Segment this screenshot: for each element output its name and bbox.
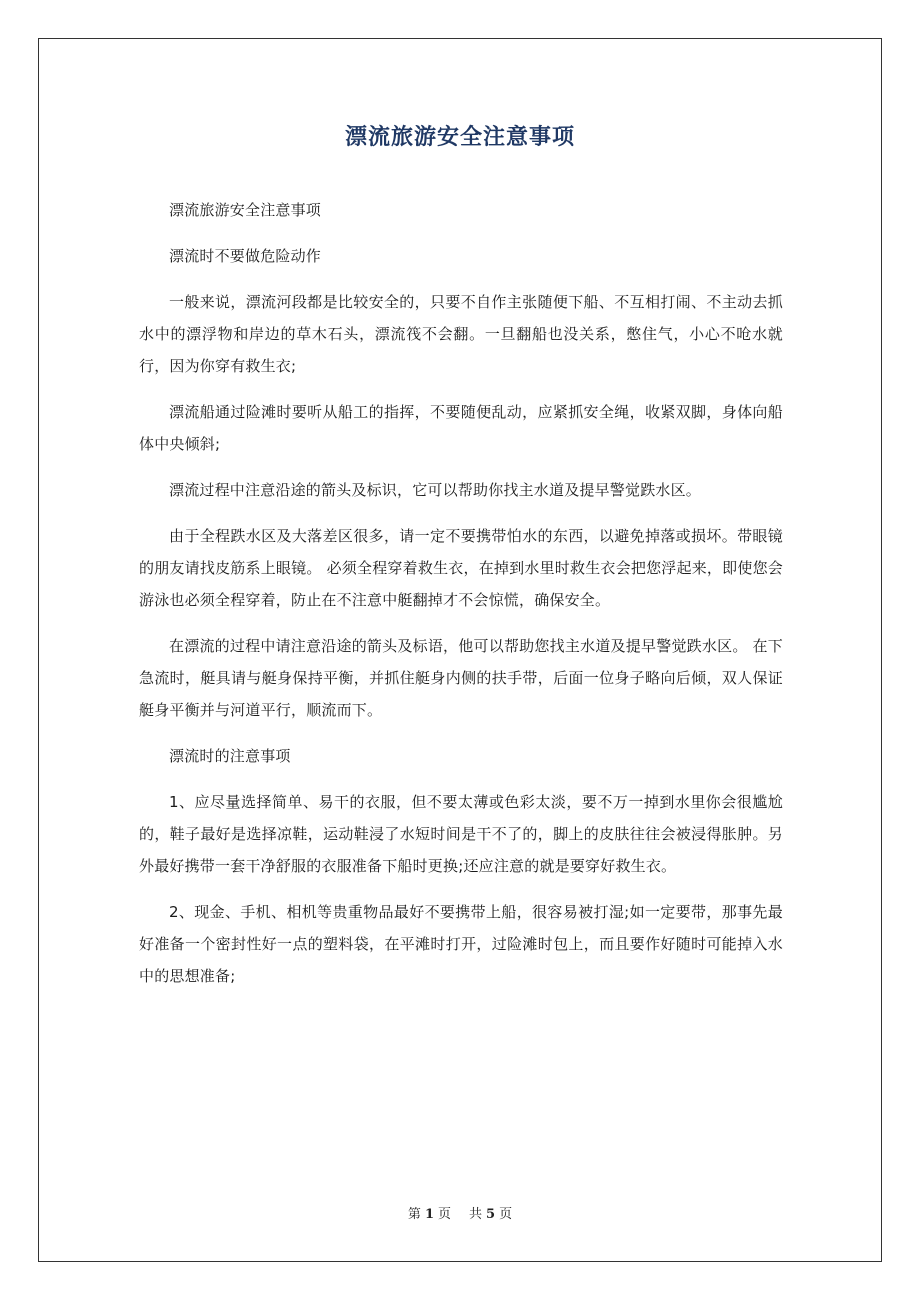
- paragraph-heading-notes: 漂流时的注意事项: [169, 747, 291, 765]
- footer-page-unit: 页: [437, 1207, 451, 1222]
- footer-total-unit: 页: [499, 1207, 513, 1222]
- paragraph: 漂流过程中注意沿途的箭头及标识，它可以帮助你找主水道及提早警觉跌水区。: [169, 481, 702, 499]
- paragraph-heading-danger: 漂流时不要做危险动作: [169, 247, 322, 265]
- footer-total-pages: 5: [486, 1207, 496, 1222]
- document-title: 漂流旅游安全注意事项: [344, 125, 575, 150]
- footer-prefix: 第: [407, 1207, 421, 1222]
- page-footer: [0, 1203, 920, 1227]
- footer-current-page: 1: [424, 1207, 434, 1222]
- document-body: [139, 194, 783, 1006]
- paragraph: 一般来说，漂流河段都是比较安全的，只要不自作主张随便下船、不互相打闹、不主动去抓水中的漂浮物和岸边的草木石头，漂流筏不会翻。一旦翻船也没关系，憋住气，小心不呛水就行，因为你穿有救生衣;: [139, 293, 783, 375]
- paragraph: 漂流船通过险滩时要听从船工的指挥，不要随便乱动，应紧抓安全绳，收紧双脚，身体向船体中央倾斜;: [139, 403, 783, 453]
- paragraph-item-2: 2、现金、手机、相机等贵重物品最好不要携带上船，很容易被打湿;如一定要带，那事先最好准备一个密封性好一点的塑料袋，在平滩时打开，过险滩时包上，而且要作好随时可能掉入水中的思想准备;: [139, 903, 783, 985]
- footer-total-prefix: 共: [469, 1207, 483, 1222]
- paragraph: 在漂流的过程中请注意沿途的箭头及标语，他可以帮助您找主水道及提早警觉跌水区。 在下急流时，艇具请与艇身保持平衡，并抓住艇身内侧的扶手带，后面一位身子略向后倾，双人保证艇身平衡并与河道平行，顺流而下。: [139, 637, 783, 719]
- paragraph-subtitle: 漂流旅游安全注意事项: [169, 201, 322, 219]
- paragraph: 由于全程跌水区及大落差区很多，请一定不要携带怕水的东西，以避免掉落或损坏。带眼镜的朋友请找皮筋系上眼镜。 必须全程穿着救生衣，在掉到水里时救生衣会把您浮起来，即使您会游泳也必须全程穿着，防止在不注意中艇翻掉才不会惊慌，确保安全。: [139, 527, 783, 609]
- paragraph-item-1: 1、应尽量选择简单、易干的衣服，但不要太薄或色彩太淡，要不万一掉到水里你会很尴尬的，鞋子最好是选择凉鞋，运动鞋浸了水短时间是干不了的，脚上的皮肤往往会被浸得胀肿。另外最好携带一套干净舒服的衣服准备下船时更换;还应注意的就是要穿好救生衣。: [139, 793, 783, 875]
